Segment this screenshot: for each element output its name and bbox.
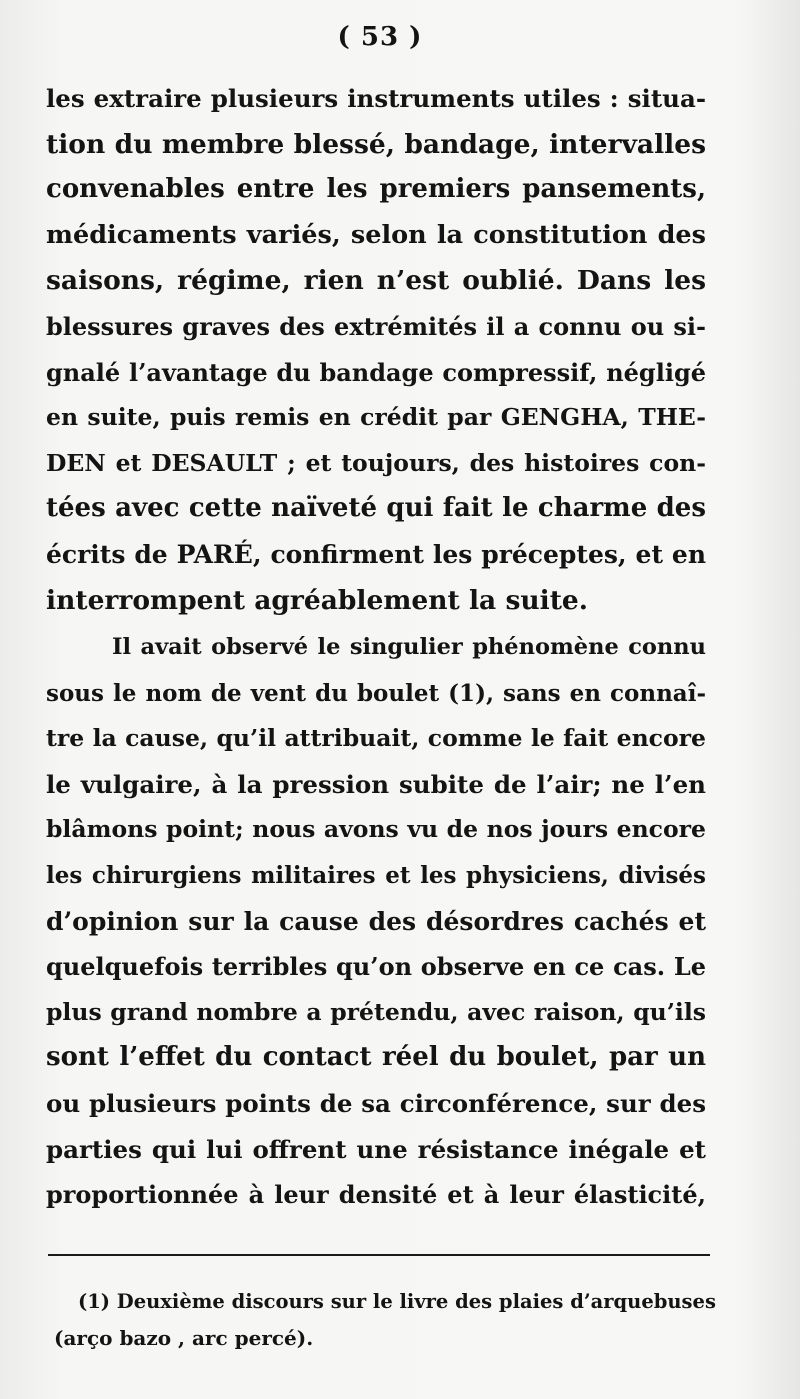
text-line: convenables entre les premiers pansements,	[46, 174, 706, 205]
text-line: gnalé l’avantage du bandage compressif, négligé	[46, 357, 706, 387]
footnote-line: (1) Deuxième discours sur le livre des plaies d’arquebuses	[78, 1290, 716, 1313]
text-line: proportionnée à leur densité et à leur élasticité,	[46, 1180, 706, 1210]
text-line: blessures graves des extrémités il a connu ou si-	[46, 311, 706, 341]
text-line: sont l’effet du contact réel du boulet, par un	[46, 1042, 706, 1073]
text-line: en suite, puis remis en crédit par GENGHA, THE-	[46, 403, 706, 432]
footnote-divider	[48, 1254, 710, 1256]
text-line: les chirurgiens militaires et les physiciens, divisés	[46, 861, 706, 889]
text-line: DEN et DESAULT ; et toujours, des histoires con-	[46, 448, 706, 477]
text-line: plus grand nombre a prétendu, avec raison, qu’ils	[46, 997, 706, 1026]
text-line: sous le nom de vent du boulet (1), sans en connaî-	[46, 679, 706, 707]
page-number: ( 53 )	[337, 22, 423, 52]
text-line: tion du membre blessé, bandage, intervalles	[46, 128, 706, 160]
text-line: blâmons point; nous avons vu de nos jours encore	[46, 815, 706, 844]
text-line: médicaments variés, selon la constitution des	[46, 219, 706, 250]
text-line: écrits de PARÉ, confirment les préceptes, et en	[46, 539, 706, 569]
text-line: d’opinion sur la cause des désordres cachés et	[46, 906, 706, 936]
paragraph-2	[46, 625, 706, 1218]
text-line: saisons, régime, rien n’est oublié. Dans les	[46, 265, 706, 297]
text-line: le vulgaire, à la pression subite de l’air; ne l’en	[46, 769, 706, 799]
text-line: interrompent agréablement la suite.	[46, 584, 589, 616]
paragraph-1	[46, 76, 706, 623]
text-line: les extraire plusieurs instruments utiles : situa-	[46, 84, 706, 113]
text-line: ou plusieurs points de sa circonférence, sur des	[46, 1088, 706, 1118]
text-line: Il avait observé le singulier phénomène connu	[112, 634, 706, 660]
text-line: tées avec cette naïveté qui fait le charme des	[46, 493, 706, 524]
text-line: quelquefois terribles qu’on observe en ce cas. Le	[46, 952, 706, 982]
text-line: parties qui lui offrent une résistance inégale et	[46, 1134, 706, 1164]
text-line: tre la cause, qu’il attribuait, comme le fait encore	[46, 724, 706, 753]
footnote-line: (arço bazo , arc percé).	[54, 1326, 314, 1350]
footnote	[54, 1284, 718, 1356]
